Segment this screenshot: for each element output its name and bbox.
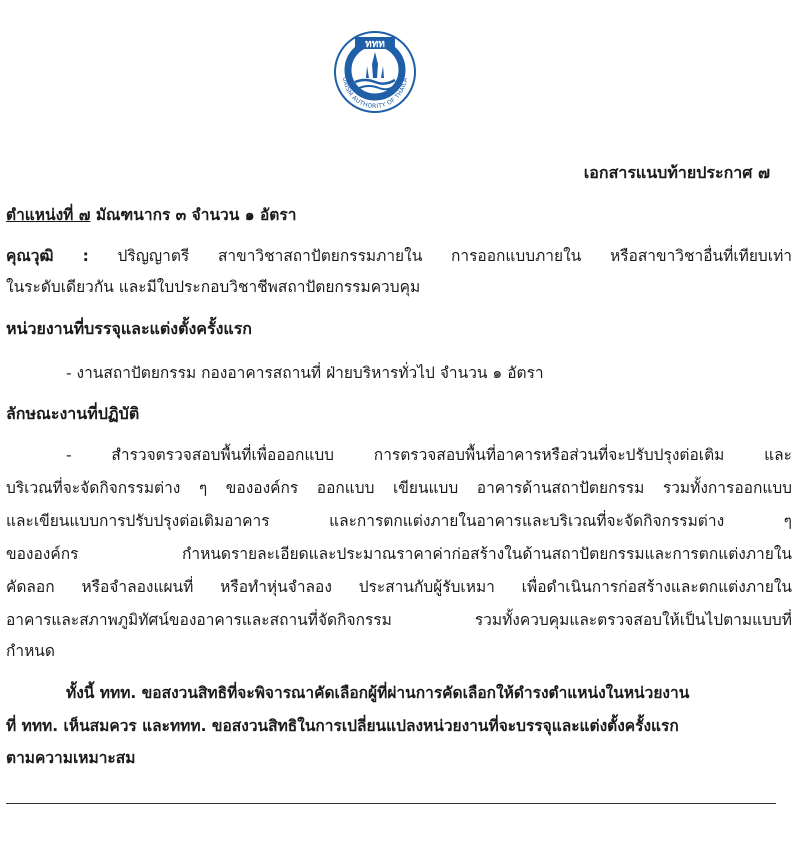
duties-heading: ลักษณะงานที่ปฏิบัติ	[6, 404, 140, 423]
notice-line: ตามความเหมาะสม	[6, 749, 136, 767]
position-detail: มัณฑนากร ๓ จำนวน ๑ อัตรา	[90, 206, 297, 224]
unit-heading: หน่วยงานที่บรรจุและแต่งตั้งครั้งแรก	[6, 319, 252, 338]
duties-line: - สำรวจตรวจสอบพื้นที่เพื่อออกแบบ การตรวจสอบพื้นที่อาคารหรือส่วนที่จะปรับปรุงต่อเติม และ	[66, 446, 792, 464]
notice-line: ที่ ททท. เห็นสมควร และททท. ขอสงวนสิทธิในการเปลี่ยนแปลงหน่วยงานที่จะบรรจุและแต่งตั้งครั้งแรก	[6, 717, 679, 735]
position-label: ตำแหน่งที่ ๗	[6, 206, 91, 224]
duties-line: และเขียนแบบการปรับปรุงต่อเติมอาคาร และการตกแต่งภายในอาคารและบริเวณที่จะจัดกิจกรรมต่าง ๆ	[6, 512, 792, 530]
qualification-line-1	[6, 243, 792, 268]
duties-line: บริเวณที่จะจัดกิจกรรมต่าง ๆ ขององค์กร ออกแบบ เขียนแบบ อาคารด้านสถาปัตยกรรม รวมทั้งการออกแบบ	[6, 479, 792, 497]
duties-line: อาคารและสภาพภูมิทัศน์ของอาคารและสถานที่จัดกิจกรรม รวมทั้งควบคุมและตรวจสอบให้เป็นไปตามแบบที่	[6, 611, 792, 629]
unit-item: - งานสถาปัตยกรรม กองอาคารสถานที่ ฝ่ายบริหารทั่วไป จำนวน ๑ อัตรา	[66, 364, 544, 382]
qualification-text-1: ปริญญาตรี สาขาวิชาสถาปัตยกรรมภายใน การออกแบบภายใน หรือสาขาวิชาอื่นที่เทียบเท่า	[88, 247, 792, 265]
position-line	[6, 202, 296, 227]
tat-logo	[333, 30, 417, 114]
logo-top-text: ททท	[365, 39, 385, 50]
duties-line: คัดลอก หรือจำลองแผนที่ หรือทำหุ่นจำลอง ประสานกับผู้รับเหมา เพื่อดำเนินการก่อสร้างและตกแต่งภายใน	[6, 578, 792, 596]
duties-line: กำหนด	[6, 642, 55, 660]
qualification-label: คุณวุฒิ :	[6, 247, 89, 265]
document-attachment-title: เอกสารแนบท้ายประกาศ ๗	[583, 163, 770, 182]
qualification-line-2: ในระดับเดียวกัน และมีใบประกอบวิชาชีพสถาปัตยกรรมควบคุม	[6, 278, 421, 296]
bottom-divider	[6, 803, 776, 804]
logo-ring-text: URISM AUTHORITY OF THAILA	[340, 76, 410, 111]
notice-line: ทั้งนี้ ททท. ขอสงวนสิทธิที่จะพิจารณาคัดเลือกผู้ที่ผ่านการคัดเลือกให้ดำรงตำแหน่งในหน่วยงาน	[66, 684, 690, 702]
duties-line: ขององค์กร กำหนดรายละเอียดและประมาณราคาค่าก่อสร้างในด้านสถาปัตยกรรมและการตกแต่งภายใน	[6, 545, 792, 563]
